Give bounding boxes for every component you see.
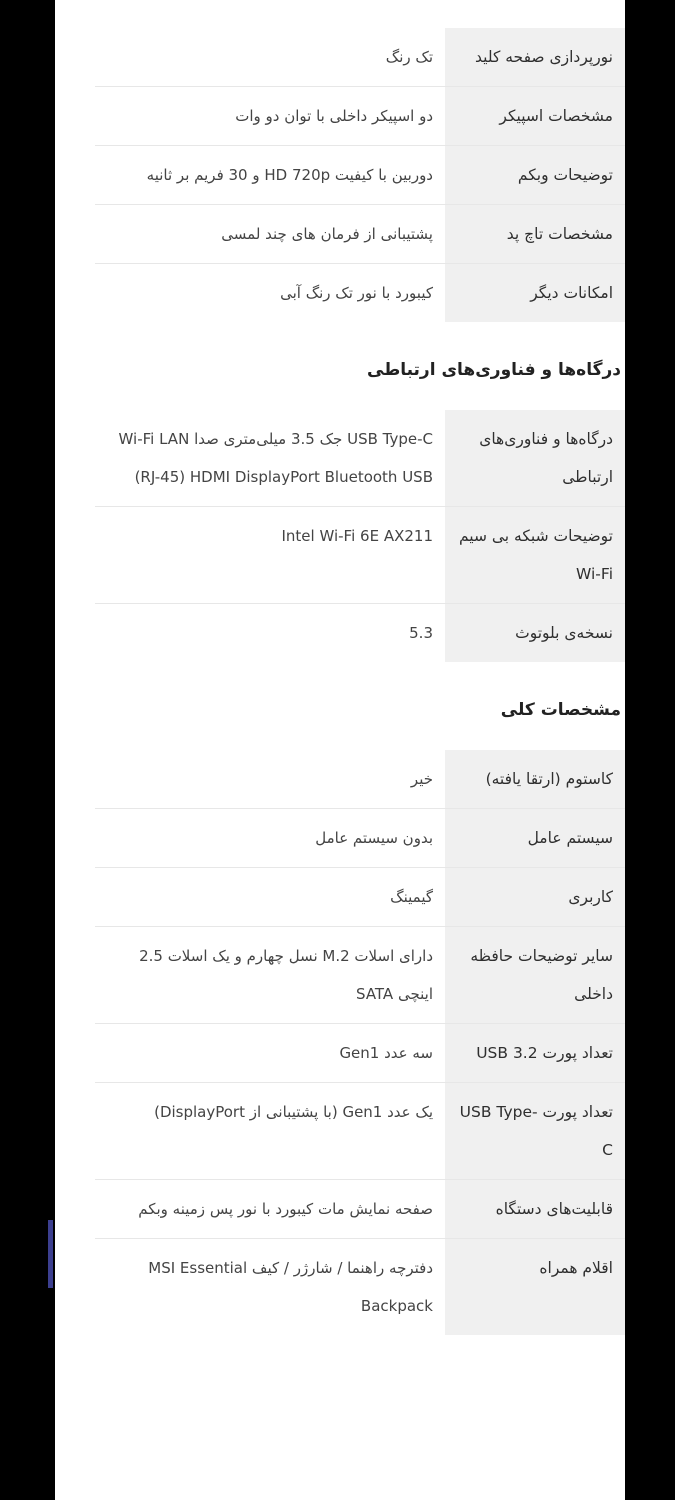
spec-value: USB Type-C جک 3.5 میلی‌متری صدا Wi-Fi LAN (RJ-45) HDMI DisplayPort Bluetooth USB bbox=[118, 430, 433, 486]
spec-value: تک رنگ bbox=[385, 48, 433, 66]
spec-value: 5.3 bbox=[409, 624, 433, 642]
spec-key: نسخه‌ی بلوتوث bbox=[445, 604, 625, 662]
spec-key: توضیحات وبکم bbox=[445, 146, 625, 204]
spec-row bbox=[95, 604, 625, 662]
spec-value: کیبورد با نور تک رنگ آبی bbox=[280, 284, 433, 302]
spec-value: Intel Wi-Fi 6E AX211 bbox=[281, 527, 433, 545]
spec-value: دو اسپیکر داخلی با توان دو وات bbox=[235, 107, 433, 125]
spec-value: دوربین با کیفیت HD 720p و 30 فریم بر ثانیه bbox=[146, 166, 433, 184]
spec-table-general bbox=[95, 750, 625, 1335]
spec-row bbox=[95, 205, 625, 264]
spec-key: امکانات دیگر bbox=[445, 264, 625, 322]
spec-key: قابلیت‌های دستگاه bbox=[445, 1180, 625, 1238]
spec-key: اقلام همراه bbox=[445, 1239, 625, 1335]
spec-value: پشتیبانی از فرمان های چند لمسی bbox=[221, 225, 433, 243]
spec-key: مشخصات تاچ پد bbox=[445, 205, 625, 263]
spec-value: یک عدد Gen1 (با پشتیبانی از DisplayPort) bbox=[154, 1103, 433, 1121]
spec-value: بدون سیستم عامل bbox=[315, 829, 433, 847]
spec-row bbox=[95, 146, 625, 205]
page bbox=[55, 0, 625, 1500]
spec-value: گیمینگ bbox=[390, 888, 433, 906]
spec-row bbox=[95, 28, 625, 87]
spec-key: درگاه‌ها و فناوری‌های ارتباطی bbox=[445, 410, 625, 506]
spec-value: دارای اسلات M.2 نسل چهارم و یک اسلات 2.5 اینچی SATA bbox=[139, 947, 433, 1003]
spec-key: کاستوم (ارتقا یافته) bbox=[445, 750, 625, 808]
spec-key: نورپردازی صفحه کلید bbox=[445, 28, 625, 86]
spec-key: کاربری bbox=[445, 868, 625, 926]
spec-row bbox=[95, 410, 625, 507]
spec-key: توضیحات شبکه بی سیم Wi-Fi bbox=[445, 507, 625, 603]
spec-value: صفحه نمایش مات کیبورد با نور پس زمینه وبکم bbox=[138, 1200, 433, 1218]
spec-key: تعداد پورت USB 3.2 bbox=[445, 1024, 625, 1082]
spec-row bbox=[95, 809, 625, 868]
spec-row bbox=[95, 507, 625, 604]
spec-row bbox=[95, 87, 625, 146]
spec-value: خیر bbox=[410, 770, 433, 788]
spec-row bbox=[95, 1239, 625, 1335]
spec-key: سیستم عامل bbox=[445, 809, 625, 867]
spec-key: مشخصات اسپیکر bbox=[445, 87, 625, 145]
section-title-ports: درگاه‌ها و فناوری‌های ارتباطی bbox=[367, 360, 621, 380]
spec-value: دفترچه راهنما / شارژر / کیف MSI Essential Backpack bbox=[148, 1259, 433, 1315]
spec-row bbox=[95, 1024, 625, 1083]
spec-row bbox=[95, 868, 625, 927]
spec-table-ports bbox=[95, 410, 625, 662]
spec-row bbox=[95, 264, 625, 322]
section-title-general: مشخصات کلی bbox=[500, 700, 621, 720]
spec-content bbox=[55, 0, 625, 1335]
spec-row bbox=[95, 927, 625, 1024]
scroll-indicator[interactable] bbox=[48, 1220, 53, 1288]
spec-value: سه عدد Gen1 bbox=[339, 1044, 433, 1062]
spec-key: سایر توضیحات حافظه داخلی bbox=[445, 927, 625, 1023]
spec-table-display bbox=[95, 28, 625, 322]
spec-row bbox=[95, 1083, 625, 1180]
spec-key: تعداد پورت USB Type-C bbox=[445, 1083, 625, 1179]
spec-row bbox=[95, 1180, 625, 1239]
spec-row bbox=[95, 750, 625, 809]
